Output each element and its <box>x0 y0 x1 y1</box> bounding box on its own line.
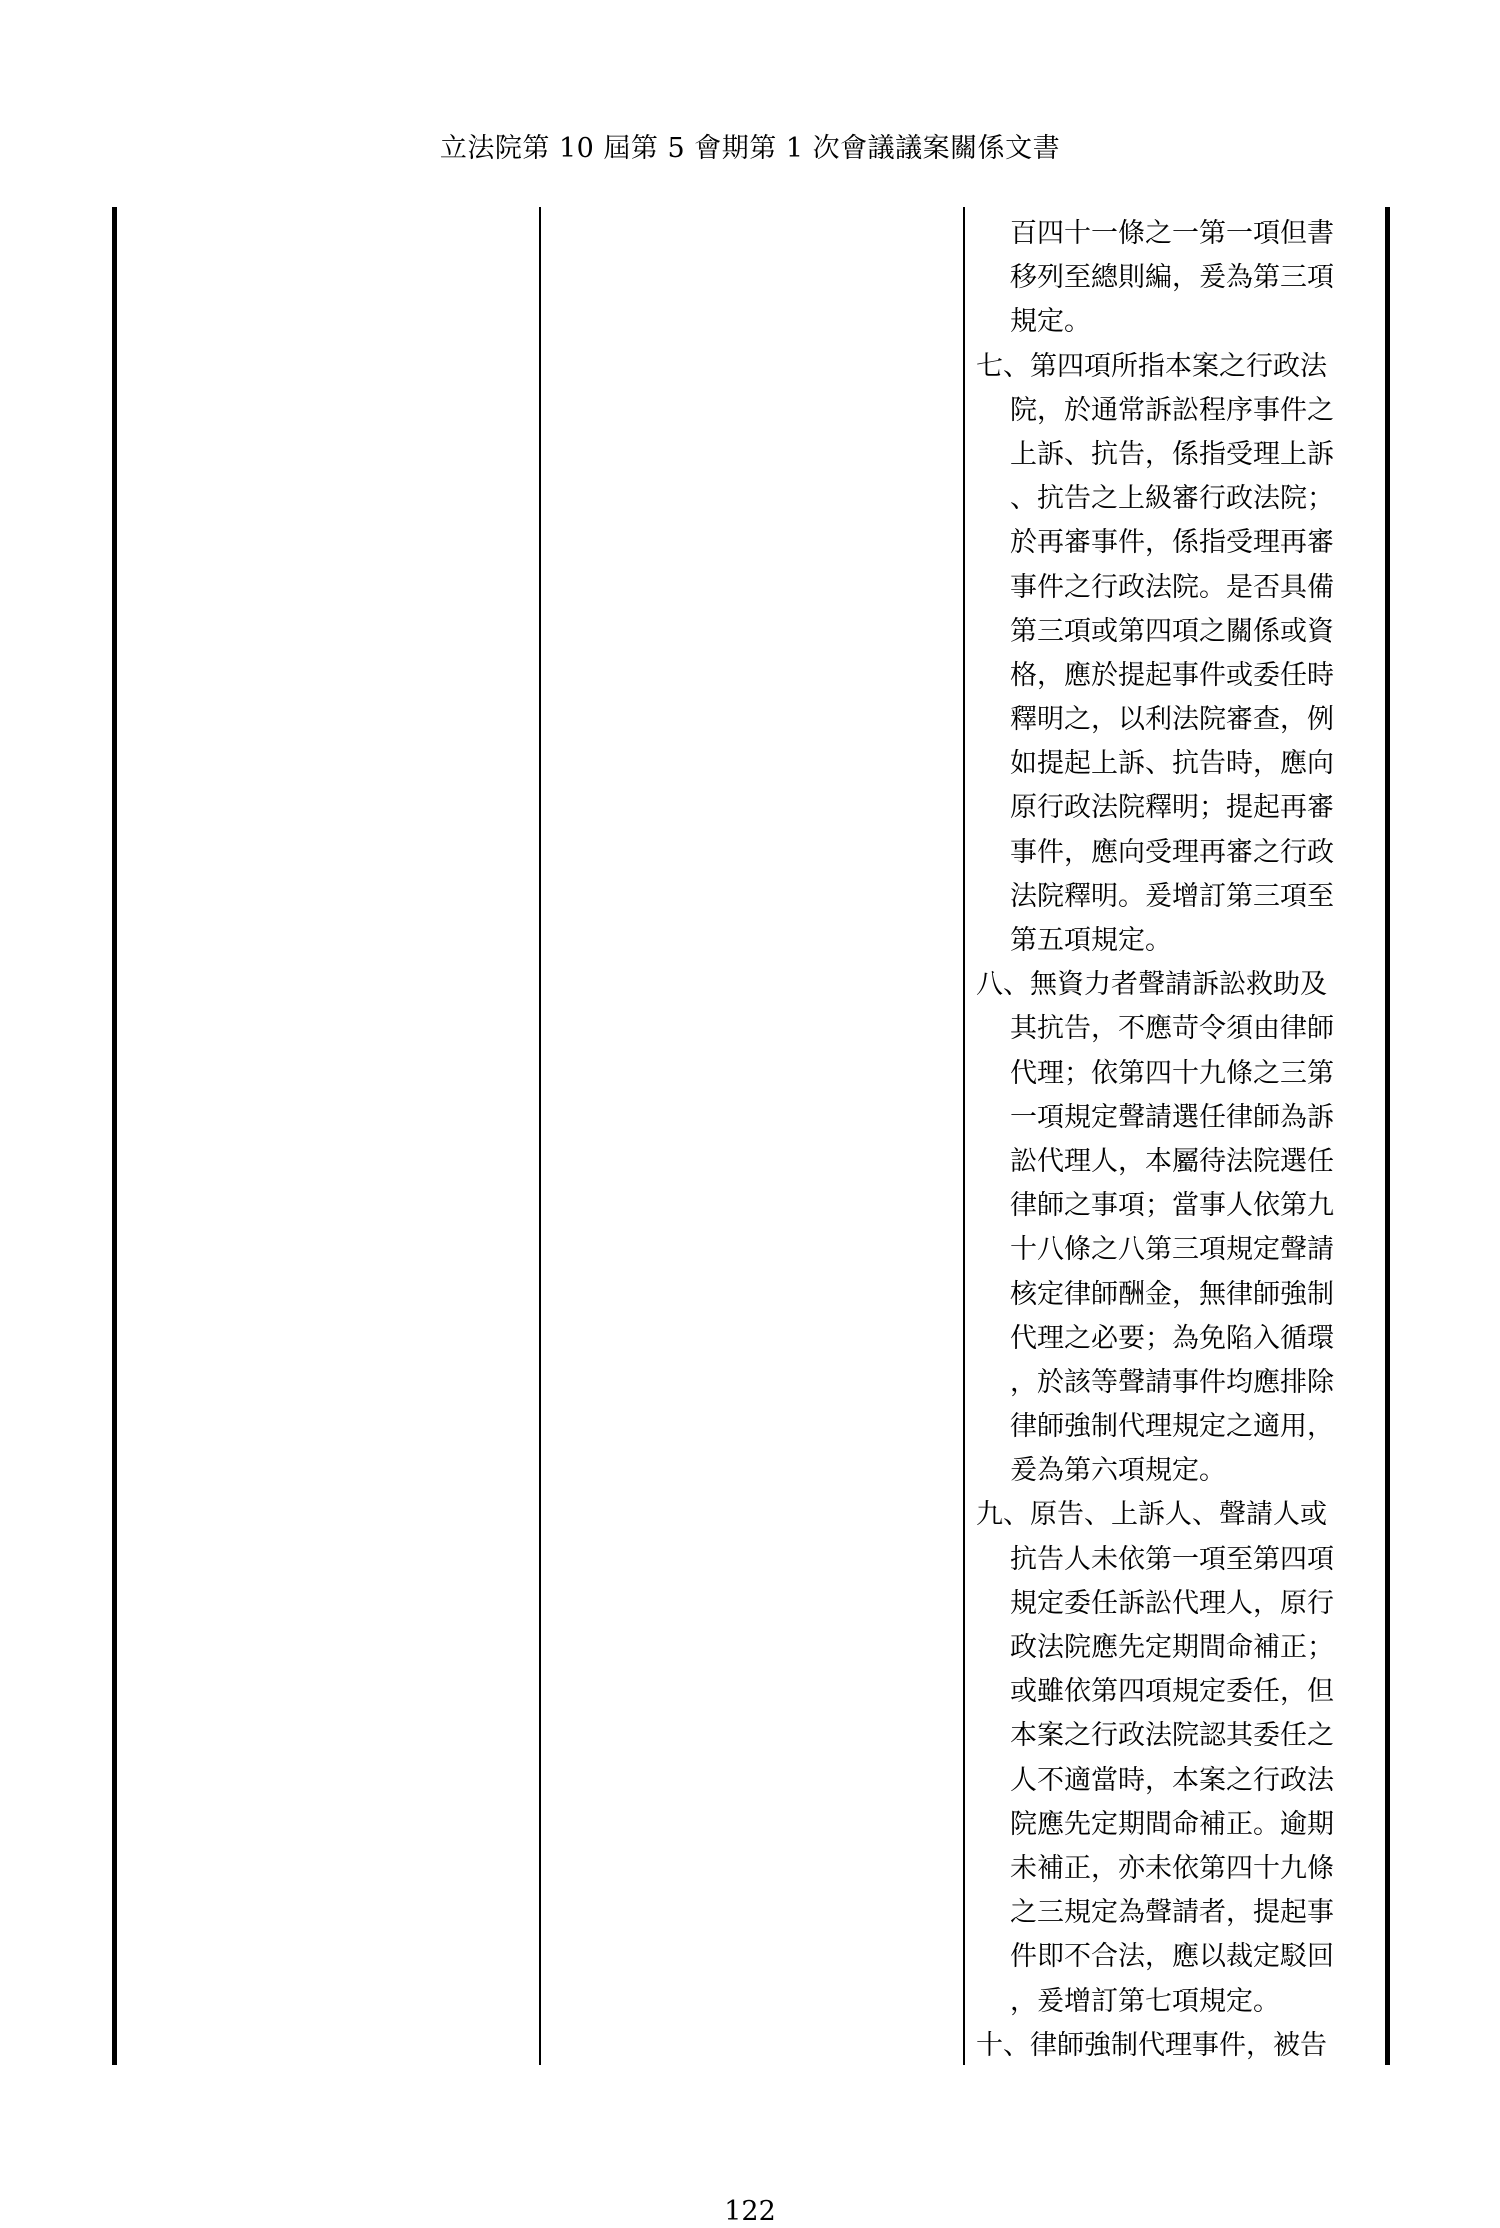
text-line: 第五項規定。 <box>1010 925 1172 956</box>
text-line: 律師強制代理規定之適用， <box>1010 1411 1334 1443</box>
column-divider-1 <box>539 207 541 2065</box>
text-line: 如提起上訴、抗告時，應向 <box>1010 748 1334 780</box>
text-line: 上訴、抗告，係指受理上訴 <box>1010 438 1334 470</box>
document-header: 立法院第 10 屆第 5 會期第 1 次會議議案關係文書 <box>439 133 1061 164</box>
text-line: 格，應於提起事件或委任時 <box>1010 659 1334 691</box>
text-line: 件即不合法，應以裁定駁回 <box>1010 1941 1334 1973</box>
text-line: ，爰增訂第七項規定。 <box>1010 1985 1280 2017</box>
text-line: 未補正，亦未依第四十九條 <box>1010 1852 1334 1884</box>
text-line: 院，於通常訴訟程序事件之 <box>1010 394 1334 426</box>
text-line: 、抗告之上級審行政法院； <box>1010 483 1334 515</box>
text-line: 本案之行政法院認其委任之 <box>1010 1720 1334 1752</box>
text-line: 院應先定期間命補正。逾期 <box>1010 1808 1334 1840</box>
text-line: 訟代理人，本屬待法院選任 <box>1010 1145 1334 1177</box>
text-line: 七、第四項所指本案之行政法 <box>976 350 1327 382</box>
text-line: 律師之事項；當事人依第九 <box>1010 1190 1334 1222</box>
table-left-border <box>112 207 117 2065</box>
text-line: 原行政法院釋明；提起再審 <box>1010 792 1334 824</box>
text-line: ，於該等聲請事件均應排除 <box>1010 1366 1334 1398</box>
text-line: 代理；依第四十九條之三第 <box>1010 1057 1334 1089</box>
text-line: 九、原告、上訴人、聲請人或 <box>976 1499 1327 1531</box>
text-line: 移列至總則編，爰為第三項 <box>1010 262 1334 294</box>
text-line: 事件，應向受理再審之行政 <box>1010 836 1334 868</box>
text-line: 釋明之，以利法院審查，例 <box>1010 704 1334 736</box>
page-number: 122 <box>724 2196 776 2227</box>
text-line: 一項規定聲請選任律師為訴 <box>1010 1101 1334 1133</box>
text-line: 法院釋明。爰增訂第三項至 <box>1010 880 1334 912</box>
text-line: 事件之行政法院。是否具備 <box>1010 571 1334 603</box>
table-right-border <box>1385 207 1390 2065</box>
text-line: 其抗告，不應苛令須由律師 <box>1010 1013 1334 1045</box>
text-line: 抗告人未依第一項至第四項 <box>1010 1543 1334 1575</box>
text-line: 百四十一條之一第一項但書 <box>1010 218 1334 249</box>
text-line: 規定。 <box>1010 306 1091 338</box>
text-line: 爰為第六項規定。 <box>1010 1455 1226 1487</box>
column-divider-2 <box>963 207 965 2065</box>
text-line: 代理之必要；為免陷入循環 <box>1010 1322 1334 1354</box>
explanation-column <box>976 212 1380 2068</box>
text-line: 政法院應先定期間命補正； <box>1010 1632 1334 1663</box>
text-line: 規定委任訴訟代理人，原行 <box>1010 1587 1334 1619</box>
text-line: 十、律師強制代理事件，被告 <box>976 2029 1327 2061</box>
text-line: 十八條之八第三項規定聲請 <box>1010 1234 1334 1266</box>
text-line: 於再審事件，係指受理再審 <box>1010 527 1334 559</box>
text-line: 八、無資力者聲請訴訟救助及 <box>976 969 1327 1001</box>
text-line: 之三規定為聲請者，提起事 <box>1010 1897 1334 1929</box>
text-line: 人不適當時，本案之行政法 <box>1010 1764 1334 1796</box>
text-line: 核定律師酬金，無律師強制 <box>1010 1278 1334 1310</box>
text-line: 第三項或第四項之關係或資 <box>1010 615 1334 647</box>
text-line: 或雖依第四項規定委任，但 <box>1010 1676 1334 1708</box>
